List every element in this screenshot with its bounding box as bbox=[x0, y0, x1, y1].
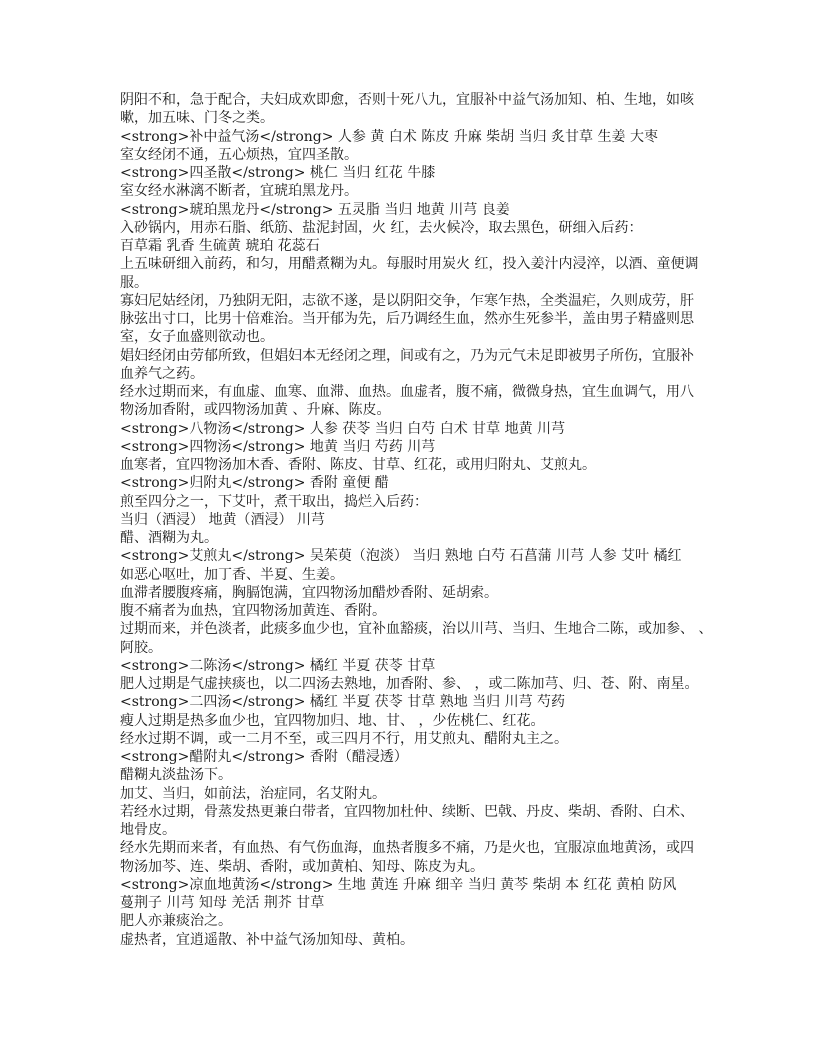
text-line: 若经水过期，骨蒸发热更兼白带者，宜四物加杜仲、续断、巴戟、丹皮、柴胡、香附、白术、 bbox=[120, 803, 694, 820]
text-line: 血寒者，宜四物汤加木香、香附、陈皮、甘草、红花，或用归附丸、艾煎丸。 bbox=[120, 457, 596, 473]
text-line: 上五味研细入前药，和匀，用醋煮糊为丸。每服时用炭火 红，投入姜汁内浸淬，以酒、童便调 bbox=[120, 256, 699, 273]
text-line: 物汤加香附，或四物汤加黄 、升麻、陈皮。 bbox=[120, 402, 391, 419]
text-line: 血滞者腰腹疼痛，胸膈饱满，宜四物汤加醋炒香附、延胡索。 bbox=[120, 584, 498, 601]
text-line: <strong>四物汤</strong> 地黄 当归 芍药 川芎 bbox=[120, 438, 436, 455]
text-line: 血养气之药。 bbox=[120, 365, 204, 382]
text-line: <strong>四圣散</strong> 桃仁 当归 红花 牛膝 bbox=[120, 165, 436, 181]
text-line: 地骨皮。 bbox=[120, 822, 176, 838]
text-line: 嗽，加五味、门冬之类。 bbox=[120, 110, 274, 127]
text-line: 经水先期而来者，有血热、有气伤血海，血热者腹多不痛，乃是火也，宜服凉血地黄汤，或四 bbox=[120, 840, 694, 857]
text-line: <strong>八物汤</strong> 人参 茯苓 当归 白芍 白术 甘草 地黄 川芎 bbox=[120, 420, 566, 437]
text-line: 物汤加芩、连、柴胡、香附，或加黄柏、知母、陈皮为丸。 bbox=[120, 858, 484, 875]
text-line: 肥人过期是气虚挟痰也，以二四汤去熟地，加香附、参、 ，或二陈加芎、归、苍、附、南星。 bbox=[120, 676, 699, 692]
text-line: 阴阳不和，急于配合，夫妇成欢即愈，否则十死八九，宜服补中益气汤加知、柏、生地，如咳 bbox=[120, 92, 694, 108]
text-line: 过期而来，并色淡者，此痰多血少也，宜补血豁痰，治以川芎、当归、生地合二陈，或加参、 、 bbox=[120, 621, 713, 638]
text-line: 经水过期而来，有血虚、血寒、血滞、血热。血虚者，腹不痛，微微身热，宜生血调气，用八 bbox=[120, 384, 694, 400]
text-line: <strong>琥珀黑龙丹</strong> 五灵脂 当归 地黄 川芎 良姜 bbox=[120, 201, 510, 218]
text-line: 加艾、当归，如前法，治症同，名艾附丸。 bbox=[120, 785, 386, 802]
document-body bbox=[120, 91, 720, 949]
text-line: 阿胶。 bbox=[120, 639, 162, 656]
text-line: <strong>补中益气汤</strong> 人参 黄 白术 陈皮 升麻 柴胡 当归 炙甘草 生姜 大枣 bbox=[120, 128, 658, 145]
text-line: 肥人亦兼痰治之。 bbox=[120, 913, 232, 930]
text-line: 脉弦出寸口，比男十倍难治。当开郁为先，后乃调经生血，然亦生死参半，盖由男子精盛则思 bbox=[120, 311, 694, 327]
text-line: <strong>醋附丸</strong> 香附（醋浸透） bbox=[120, 749, 408, 765]
text-line: <strong>二陈汤</strong> 橘红 半夏 茯苓 甘草 bbox=[120, 657, 436, 674]
text-line: 腹不痛者为血热，宜四物汤加黄连、香附。 bbox=[120, 603, 386, 619]
text-line: <strong>二四汤</strong> 橘红 半夏 茯苓 甘草 熟地 当归 川芎 芍药 bbox=[120, 694, 566, 711]
text-line: 百草霜 乳香 生硫黄 琥珀 花蕊石 bbox=[120, 238, 320, 254]
text-line: 经水过期不调，或一二月不至，或三四月不行，用艾煎丸、醋附丸主之。 bbox=[120, 730, 568, 747]
text-line: 娼妇经闭由劳郁所致，但娼妇本无经闭之理，间或有之，乃为元气未足即被男子所伤，宜服补 bbox=[120, 347, 694, 364]
text-line: 寡妇尼姑经闭，乃独阴无阳，志欲不遂，是以阴阳交争，乍寒乍热，全类温疟，久则成劳，肝 bbox=[120, 292, 694, 309]
text-line: 醋糊丸淡盐汤下。 bbox=[120, 767, 232, 784]
text-line: 入砂锅内，用赤石脂、纸筋、盐泥封固，火 红，去火候冷，取去黑色，研细入后药： bbox=[120, 219, 643, 236]
text-line: 煎至四分之一，下艾叶，煮干取出，捣烂入后药： bbox=[120, 493, 428, 510]
text-line: 虚热者，宜逍遥散、补中益气汤加知母、黄柏。 bbox=[120, 931, 414, 948]
text-line: 瘦人过期是热多血少也，宜四物加归、地、甘、 ，少佐桃仁、红花。 bbox=[120, 712, 545, 729]
text-line: 室女经闭不通，五心烦热，宜四圣散。 bbox=[120, 146, 358, 163]
text-line: <strong>归附丸</strong> 香附 童便 醋 bbox=[120, 475, 389, 492]
text-line: 服。 bbox=[120, 274, 148, 291]
text-line: 当归（酒浸） 地黄（酒浸） 川芎 bbox=[120, 511, 325, 528]
text-line: 如恶心呕吐，加丁香、半夏、生姜。 bbox=[120, 566, 344, 583]
text-line: <strong>艾煎丸</strong> 吴茱萸（泡淡） 当归 熟地 白芍 石菖蒲 川芎 人参 艾叶 橘红 bbox=[120, 548, 682, 565]
text-line: 室女经水淋漓不断者，宜琥珀黑龙丹。 bbox=[120, 183, 358, 200]
text-line: 醋、酒糊为丸。 bbox=[120, 530, 218, 546]
text-line: 蔓荆子 川芎 知母 羌活 荆芥 甘草 bbox=[120, 895, 325, 911]
text-line: 室，女子血盛则欲动也。 bbox=[120, 329, 274, 346]
text-line: <strong>凉血地黄汤</strong> 生地 黄连 升麻 细辛 当归 黄芩 柴胡 本 红花 黄柏 防风 bbox=[120, 876, 677, 893]
